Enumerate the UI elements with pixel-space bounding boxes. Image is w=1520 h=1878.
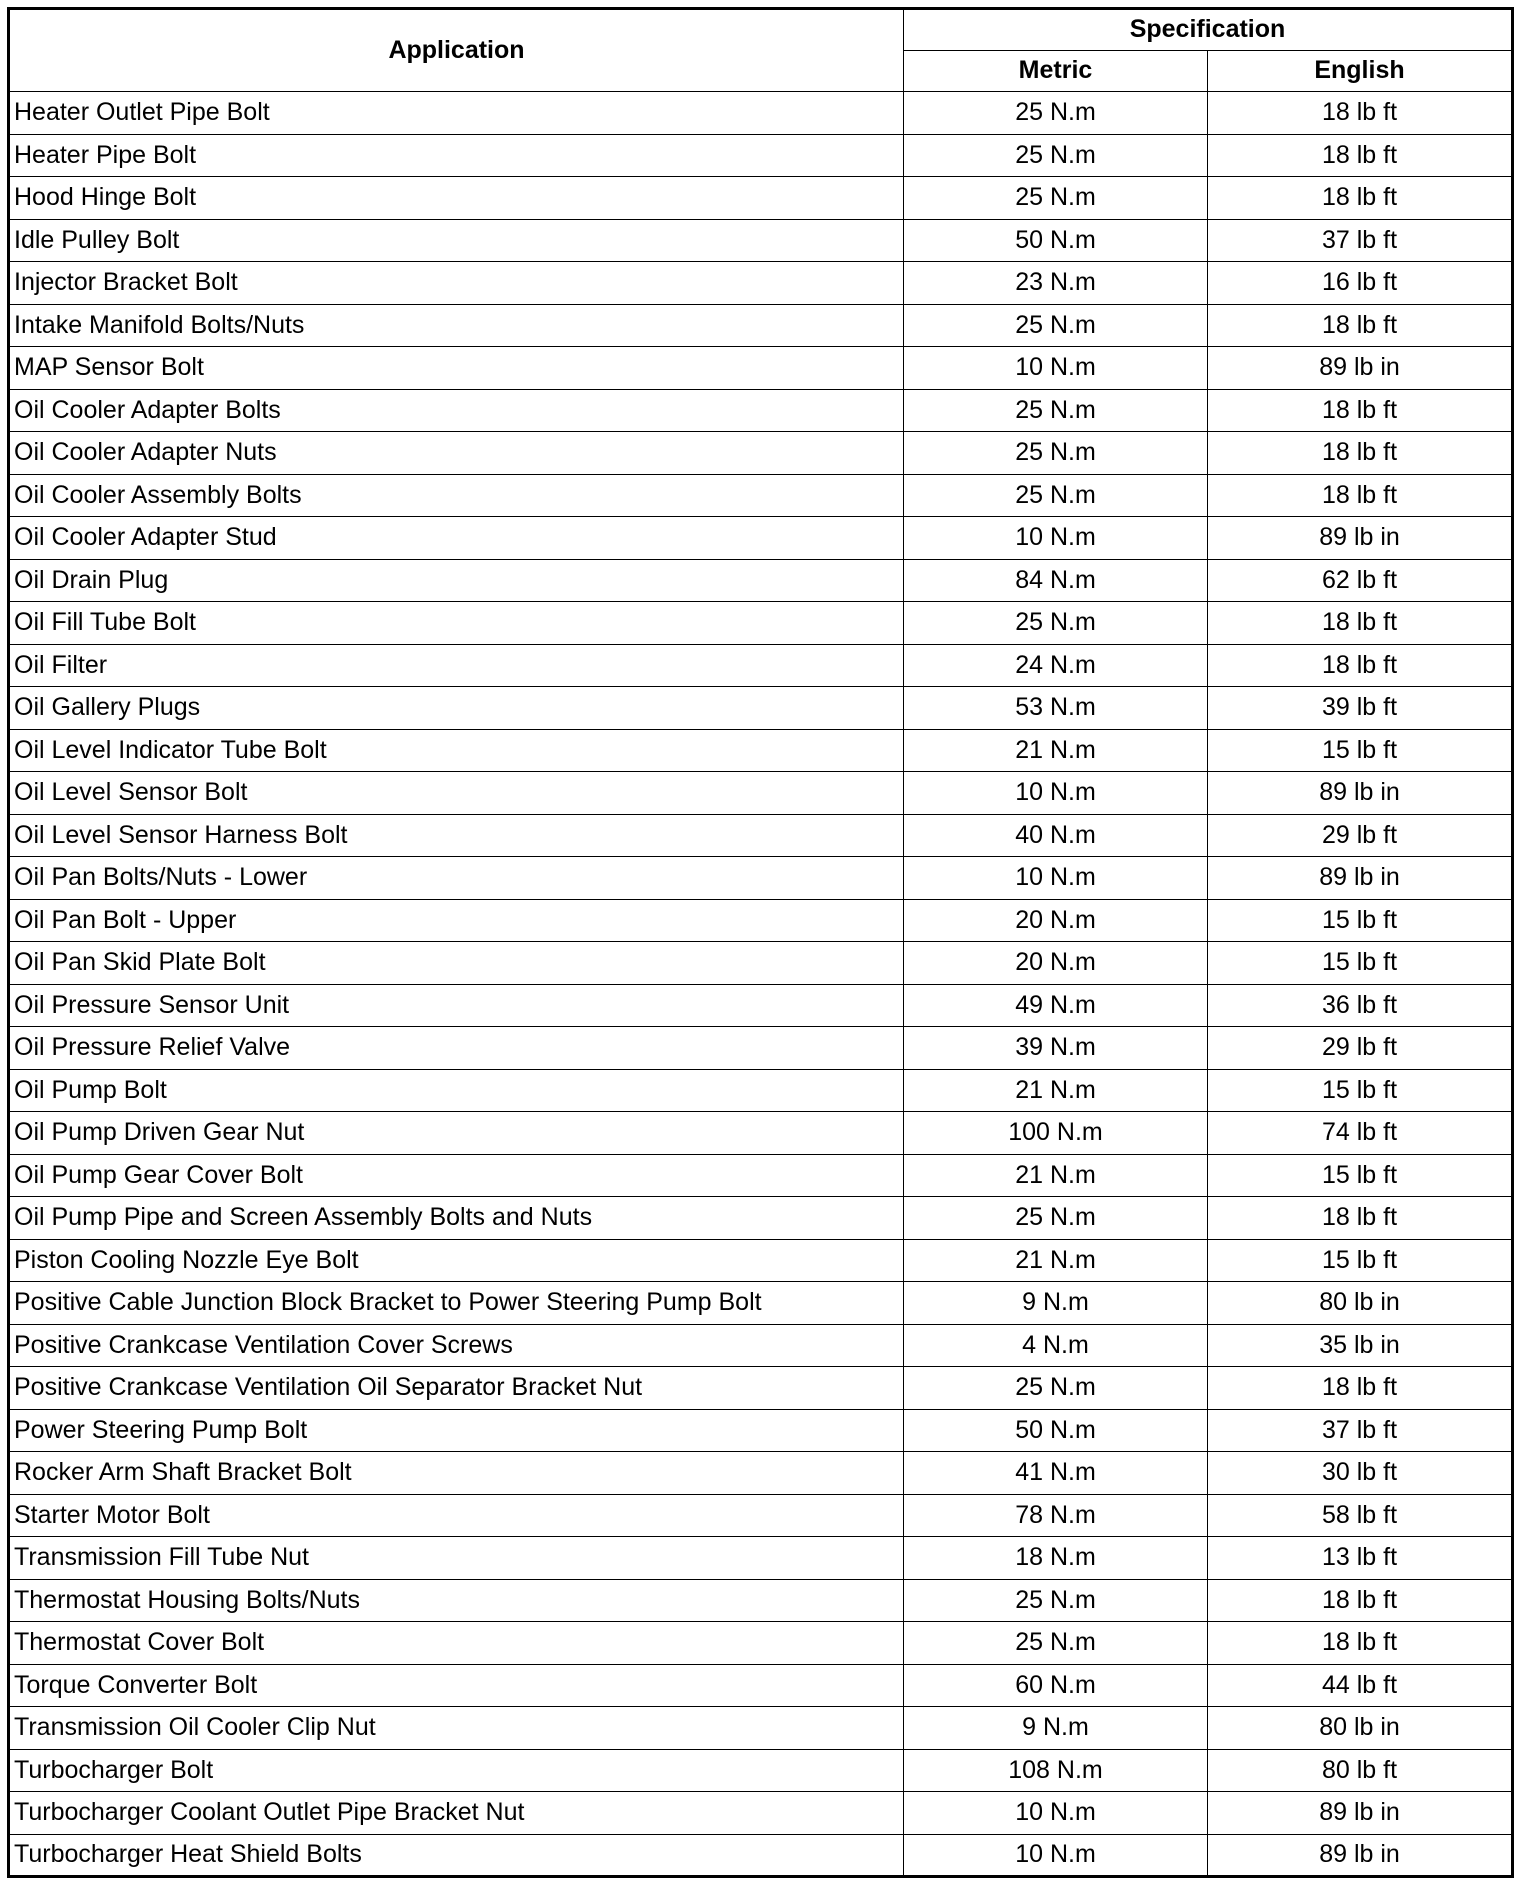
english-cell: 18 lb ft: [1208, 1622, 1513, 1665]
application-cell: Oil Cooler Adapter Bolts: [9, 389, 904, 432]
metric-cell: 25 N.m: [904, 1367, 1208, 1410]
application-cell: Heater Pipe Bolt: [9, 134, 904, 177]
metric-cell: 24 N.m: [904, 644, 1208, 687]
english-cell: 89 lb in: [1208, 1792, 1513, 1835]
table-row: [9, 899, 1513, 942]
metric-cell: 25 N.m: [904, 432, 1208, 475]
table-row: [9, 1027, 1513, 1070]
application-cell: Power Steering Pump Bolt: [9, 1409, 904, 1452]
english-cell: 89 lb in: [1208, 1834, 1513, 1877]
application-cell: Piston Cooling Nozzle Eye Bolt: [9, 1239, 904, 1282]
application-cell: Turbocharger Bolt: [9, 1749, 904, 1792]
application-cell: Intake Manifold Bolts/Nuts: [9, 304, 904, 347]
english-cell: 29 lb ft: [1208, 814, 1513, 857]
metric-cell: 9 N.m: [904, 1707, 1208, 1750]
table-row: [9, 1409, 1513, 1452]
english-cell: 80 lb in: [1208, 1282, 1513, 1325]
application-cell: Heater Outlet Pipe Bolt: [9, 92, 904, 135]
metric-cell: 25 N.m: [904, 1197, 1208, 1240]
application-cell: Oil Level Sensor Bolt: [9, 772, 904, 815]
metric-cell: 10 N.m: [904, 772, 1208, 815]
application-cell: Oil Pump Driven Gear Nut: [9, 1112, 904, 1155]
application-cell: Positive Cable Junction Block Bracket to Power Steering Pump Bolt: [9, 1282, 904, 1325]
metric-cell: 25 N.m: [904, 134, 1208, 177]
table-row: [9, 984, 1513, 1027]
metric-cell: 25 N.m: [904, 177, 1208, 220]
table-row: [9, 1834, 1513, 1877]
table-row: [9, 1579, 1513, 1622]
table-row: [9, 1664, 1513, 1707]
table-row: [9, 1622, 1513, 1665]
metric-cell: 25 N.m: [904, 474, 1208, 517]
table-row: [9, 602, 1513, 645]
application-cell: Rocker Arm Shaft Bracket Bolt: [9, 1452, 904, 1495]
table-row: [9, 814, 1513, 857]
english-cell: 18 lb ft: [1208, 1197, 1513, 1240]
table-row: [9, 389, 1513, 432]
table-header: [9, 9, 1513, 92]
metric-cell: 20 N.m: [904, 899, 1208, 942]
english-cell: 80 lb in: [1208, 1707, 1513, 1750]
english-cell: 30 lb ft: [1208, 1452, 1513, 1495]
metric-cell: 21 N.m: [904, 729, 1208, 772]
table-row: [9, 1197, 1513, 1240]
application-cell: Positive Crankcase Ventilation Cover Screws: [9, 1324, 904, 1367]
application-cell: Turbocharger Coolant Outlet Pipe Bracket Nut: [9, 1792, 904, 1835]
application-cell: Oil Cooler Adapter Nuts: [9, 432, 904, 475]
english-cell: 80 lb ft: [1208, 1749, 1513, 1792]
table-row: [9, 644, 1513, 687]
metric-cell: 10 N.m: [904, 857, 1208, 900]
metric-cell: 50 N.m: [904, 219, 1208, 262]
english-cell: 37 lb ft: [1208, 219, 1513, 262]
application-cell: Oil Pan Skid Plate Bolt: [9, 942, 904, 985]
english-cell: 18 lb ft: [1208, 389, 1513, 432]
metric-cell: 20 N.m: [904, 942, 1208, 985]
application-cell: Oil Pan Bolt - Upper: [9, 899, 904, 942]
table-body: [9, 92, 1513, 1877]
table-row: [9, 304, 1513, 347]
metric-cell: 39 N.m: [904, 1027, 1208, 1070]
application-cell: Oil Cooler Adapter Stud: [9, 517, 904, 560]
english-cell: 15 lb ft: [1208, 729, 1513, 772]
application-cell: Oil Filter: [9, 644, 904, 687]
table-row: [9, 772, 1513, 815]
metric-cell: 25 N.m: [904, 1622, 1208, 1665]
metric-cell: 50 N.m: [904, 1409, 1208, 1452]
english-cell: 58 lb ft: [1208, 1494, 1513, 1537]
metric-cell: 25 N.m: [904, 304, 1208, 347]
table-row: [9, 517, 1513, 560]
table-row: [9, 559, 1513, 602]
metric-cell: 25 N.m: [904, 389, 1208, 432]
application-cell: Idle Pulley Bolt: [9, 219, 904, 262]
table-row: [9, 92, 1513, 135]
metric-cell: 60 N.m: [904, 1664, 1208, 1707]
english-cell: 89 lb in: [1208, 857, 1513, 900]
table-row: [9, 1707, 1513, 1750]
english-cell: 15 lb ft: [1208, 1069, 1513, 1112]
english-cell: 62 lb ft: [1208, 559, 1513, 602]
torque-spec-table: [7, 7, 1514, 1878]
application-cell: Oil Gallery Plugs: [9, 687, 904, 730]
application-cell: Torque Converter Bolt: [9, 1664, 904, 1707]
table-row: [9, 1367, 1513, 1410]
application-cell: Thermostat Cover Bolt: [9, 1622, 904, 1665]
header-metric: Metric: [904, 50, 1208, 92]
metric-cell: 10 N.m: [904, 1792, 1208, 1835]
metric-cell: 100 N.m: [904, 1112, 1208, 1155]
table-row: [9, 432, 1513, 475]
metric-cell: 49 N.m: [904, 984, 1208, 1027]
english-cell: 16 lb ft: [1208, 262, 1513, 305]
english-cell: 89 lb in: [1208, 347, 1513, 390]
application-cell: Oil Cooler Assembly Bolts: [9, 474, 904, 517]
english-cell: 18 lb ft: [1208, 474, 1513, 517]
application-cell: Oil Pressure Relief Valve: [9, 1027, 904, 1070]
application-cell: Oil Pump Pipe and Screen Assembly Bolts and Nuts: [9, 1197, 904, 1240]
table-row: [9, 262, 1513, 305]
metric-cell: 10 N.m: [904, 347, 1208, 390]
application-cell: Hood Hinge Bolt: [9, 177, 904, 220]
english-cell: 15 lb ft: [1208, 899, 1513, 942]
application-cell: Oil Level Sensor Harness Bolt: [9, 814, 904, 857]
application-cell: Oil Pump Bolt: [9, 1069, 904, 1112]
table-row: [9, 347, 1513, 390]
application-cell: Oil Fill Tube Bolt: [9, 602, 904, 645]
metric-cell: 25 N.m: [904, 602, 1208, 645]
english-cell: 39 lb ft: [1208, 687, 1513, 730]
english-cell: 18 lb ft: [1208, 92, 1513, 135]
metric-cell: 25 N.m: [904, 1579, 1208, 1622]
english-cell: 13 lb ft: [1208, 1537, 1513, 1580]
application-cell: Transmission Oil Cooler Clip Nut: [9, 1707, 904, 1750]
metric-cell: 40 N.m: [904, 814, 1208, 857]
metric-cell: 4 N.m: [904, 1324, 1208, 1367]
english-cell: 18 lb ft: [1208, 1367, 1513, 1410]
table-row: [9, 1112, 1513, 1155]
table-row: [9, 1749, 1513, 1792]
metric-cell: 9 N.m: [904, 1282, 1208, 1325]
application-cell: MAP Sensor Bolt: [9, 347, 904, 390]
header-row-top: [9, 9, 1513, 51]
metric-cell: 41 N.m: [904, 1452, 1208, 1495]
english-cell: 18 lb ft: [1208, 644, 1513, 687]
header-application: Application: [9, 9, 904, 92]
english-cell: 18 lb ft: [1208, 1579, 1513, 1622]
table-row: [9, 1537, 1513, 1580]
english-cell: 18 lb ft: [1208, 177, 1513, 220]
english-cell: 18 lb ft: [1208, 304, 1513, 347]
metric-cell: 21 N.m: [904, 1154, 1208, 1197]
english-cell: 29 lb ft: [1208, 1027, 1513, 1070]
application-cell: Oil Level Indicator Tube Bolt: [9, 729, 904, 772]
english-cell: 89 lb in: [1208, 517, 1513, 560]
table-row: [9, 857, 1513, 900]
english-cell: 18 lb ft: [1208, 134, 1513, 177]
metric-cell: 18 N.m: [904, 1537, 1208, 1580]
english-cell: 18 lb ft: [1208, 602, 1513, 645]
table-row: [9, 1282, 1513, 1325]
metric-cell: 84 N.m: [904, 559, 1208, 602]
table-row: [9, 134, 1513, 177]
english-cell: 15 lb ft: [1208, 1154, 1513, 1197]
table-row: [9, 729, 1513, 772]
metric-cell: 23 N.m: [904, 262, 1208, 305]
metric-cell: 53 N.m: [904, 687, 1208, 730]
application-cell: Oil Pressure Sensor Unit: [9, 984, 904, 1027]
english-cell: 35 lb in: [1208, 1324, 1513, 1367]
table-row: [9, 1239, 1513, 1282]
metric-cell: 78 N.m: [904, 1494, 1208, 1537]
english-cell: 74 lb ft: [1208, 1112, 1513, 1155]
application-cell: Injector Bracket Bolt: [9, 262, 904, 305]
english-cell: 36 lb ft: [1208, 984, 1513, 1027]
table-row: [9, 1792, 1513, 1835]
english-cell: 89 lb in: [1208, 772, 1513, 815]
header-specification: Specification: [904, 9, 1513, 51]
table-row: [9, 942, 1513, 985]
metric-cell: 108 N.m: [904, 1749, 1208, 1792]
metric-cell: 10 N.m: [904, 517, 1208, 560]
metric-cell: 10 N.m: [904, 1834, 1208, 1877]
table-row: [9, 219, 1513, 262]
table-row: [9, 1154, 1513, 1197]
metric-cell: 21 N.m: [904, 1069, 1208, 1112]
english-cell: 44 lb ft: [1208, 1664, 1513, 1707]
metric-cell: 25 N.m: [904, 92, 1208, 135]
english-cell: 15 lb ft: [1208, 1239, 1513, 1282]
table-row: [9, 1069, 1513, 1112]
table-row: [9, 177, 1513, 220]
table-row: [9, 1324, 1513, 1367]
english-cell: 15 lb ft: [1208, 942, 1513, 985]
table-row: [9, 474, 1513, 517]
english-cell: 18 lb ft: [1208, 432, 1513, 475]
application-cell: Thermostat Housing Bolts/Nuts: [9, 1579, 904, 1622]
application-cell: Starter Motor Bolt: [9, 1494, 904, 1537]
application-cell: Oil Pump Gear Cover Bolt: [9, 1154, 904, 1197]
application-cell: Positive Crankcase Ventilation Oil Separator Bracket Nut: [9, 1367, 904, 1410]
table-row: [9, 1494, 1513, 1537]
application-cell: Transmission Fill Tube Nut: [9, 1537, 904, 1580]
table-row: [9, 1452, 1513, 1495]
english-cell: 37 lb ft: [1208, 1409, 1513, 1452]
header-english: English: [1208, 50, 1513, 92]
application-cell: Oil Drain Plug: [9, 559, 904, 602]
metric-cell: 21 N.m: [904, 1239, 1208, 1282]
application-cell: Turbocharger Heat Shield Bolts: [9, 1834, 904, 1877]
table-row: [9, 687, 1513, 730]
application-cell: Oil Pan Bolts/Nuts - Lower: [9, 857, 904, 900]
